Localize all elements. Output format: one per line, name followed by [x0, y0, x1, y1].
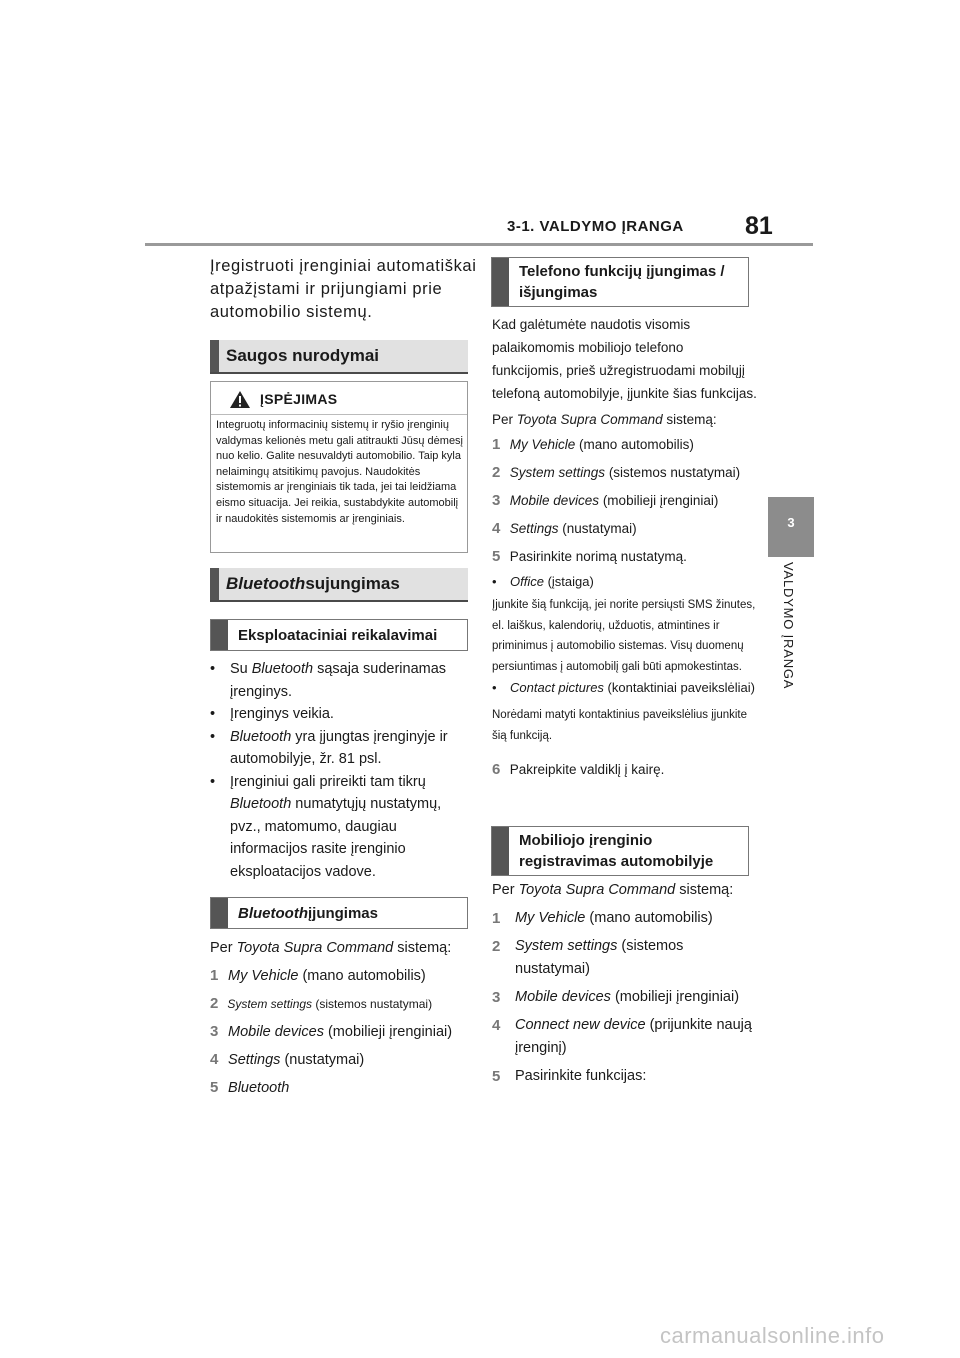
bt-connection-heading: Bluetooth sujungimas	[210, 568, 468, 602]
warning-box	[210, 381, 468, 553]
step: 3 Mobile devices (mobilieji įrenginiai)	[492, 492, 719, 509]
steps-intro: Per Toyota Supra Command sistemą:	[210, 940, 452, 956]
step: 3 Mobile devices (mobilieji įrenginiai)	[492, 989, 740, 1006]
phone-functions-block	[492, 313, 757, 784]
office-note: Įjunkite šią funkciją, jei norite persiųsti SMS žinutes, el. laiškus, kalendorių, užduotis, atmintines ir priminimus į automobilio sistemas. Visų duomenų persiuntimas į automobilį gali būti apmokestintas.	[492, 599, 756, 673]
steps-intro: Per Toyota Supra Command sistemą:	[492, 882, 734, 898]
list-item: • Įrenginiui gali prireikti tam tikrų Bluetooth numatytųjų nustatymų, pvz., matomumo, daugiau informacijos rasite įrenginio eksploatacijos vadove.	[210, 773, 442, 880]
bt-enable-subheading: Bluetooth įjungimas	[210, 897, 468, 929]
step: 2 System settings (sistemos nustatymai)	[492, 938, 684, 977]
step: 5 Pasirinkite funkcijas:	[492, 1068, 647, 1085]
step: 6 Pakreipkite valdiklį į kairę.	[492, 761, 665, 778]
list-item: • Office (įstaiga)	[492, 574, 594, 589]
step: 4 Settings (nustatymai)	[210, 1051, 365, 1068]
step: 4 Settings (nustatymai)	[492, 520, 637, 537]
section-title: 3-1. VALDYMO ĮRANGA	[507, 218, 684, 235]
step: 5 Pasirinkite norimą nustatymą.	[492, 548, 687, 565]
safety-heading: Saugos nurodymai	[210, 340, 468, 374]
list-item: • Contact pictures (kontaktiniai paveikslėliai)	[492, 680, 755, 695]
registration-steps	[492, 879, 757, 1088]
requirements-list	[210, 658, 475, 883]
warning-triangle-icon	[229, 390, 251, 409]
step: 1 My Vehicle (mano automobilis)	[210, 967, 426, 984]
requirements-subheading: Eksploataciniai reikalavimai	[210, 619, 468, 651]
chapter-label: VALDYMO ĮRANGA	[781, 562, 796, 690]
page-number: 81	[745, 212, 773, 240]
watermark[interactable]: carmanualsonline.info	[660, 1323, 885, 1348]
list-item: • Bluetooth yra įjungtas įrenginyje ir automobilyje, žr. 81 psl.	[210, 728, 448, 767]
warning-title: ĮSPĖJIMAS	[260, 391, 338, 407]
steps-intro: Per Toyota Supra Command sistemą:	[492, 412, 717, 427]
step: 4 Connect new device (prijunkite naują įrenginį)	[492, 1017, 752, 1056]
intro-text: Įregistruoti įrenginiai automatiškai atpažįstami ir prijungiami prie automobilio sistemų.	[210, 257, 477, 321]
phone-functions-subheading: Telefono funkcijų įjungimas / išjungimas	[491, 257, 749, 307]
chapter-tab	[768, 497, 814, 557]
list-item: • Įrenginys veikia.	[210, 706, 334, 722]
phone-functions-text: Kad galėtumėte naudotis visomis palaikomomis mobiliojo telefono funkcijomis, prieš užregistruodami mobilųjį telefoną automobilyje, įjunkite šias funkcijas.	[492, 317, 757, 401]
warning-text: Integruotų informacinių sistemų ir ryšio įrenginių valdymas kelionės metu gali atitraukti Jūsų dėmesį nuo kelio. Galite nesuvaldyti automobilio. Taip kyla nelaimingų atsitikimų pavojus. Naudokitės sistemomis ar įrenginiais tik tada, jei tai leidžiama eismo situacija. Jei reikia, sustabdykite automobilį ir naudokitės sistemomis ar įrenginiais.	[216, 419, 464, 525]
step: 1 My Vehicle (mano automobilis)	[492, 436, 694, 453]
step: 1 My Vehicle (mano automobilis)	[492, 910, 713, 927]
step: 3 Mobile devices (mobilieji įrenginiai)	[210, 1023, 453, 1040]
step: 5 Bluetooth	[210, 1079, 290, 1096]
bt-enable-steps	[210, 934, 475, 1102]
step: 2 System settings (sistemos nustatymai)	[492, 464, 741, 481]
registration-subheading: Mobiliojo įrenginio registravimas automobilyje	[491, 826, 749, 876]
chapter-number: 3	[787, 515, 795, 530]
step: 2 System settings (sistemos nustatymai)	[210, 995, 433, 1012]
header-divider	[145, 243, 813, 246]
list-item: • Su Bluetooth sąsaja suderinamas įrenginys.	[210, 661, 447, 700]
contact-note: Norėdami matyti kontaktinius paveikslėlius įjunkite šią funkciją.	[492, 709, 748, 742]
